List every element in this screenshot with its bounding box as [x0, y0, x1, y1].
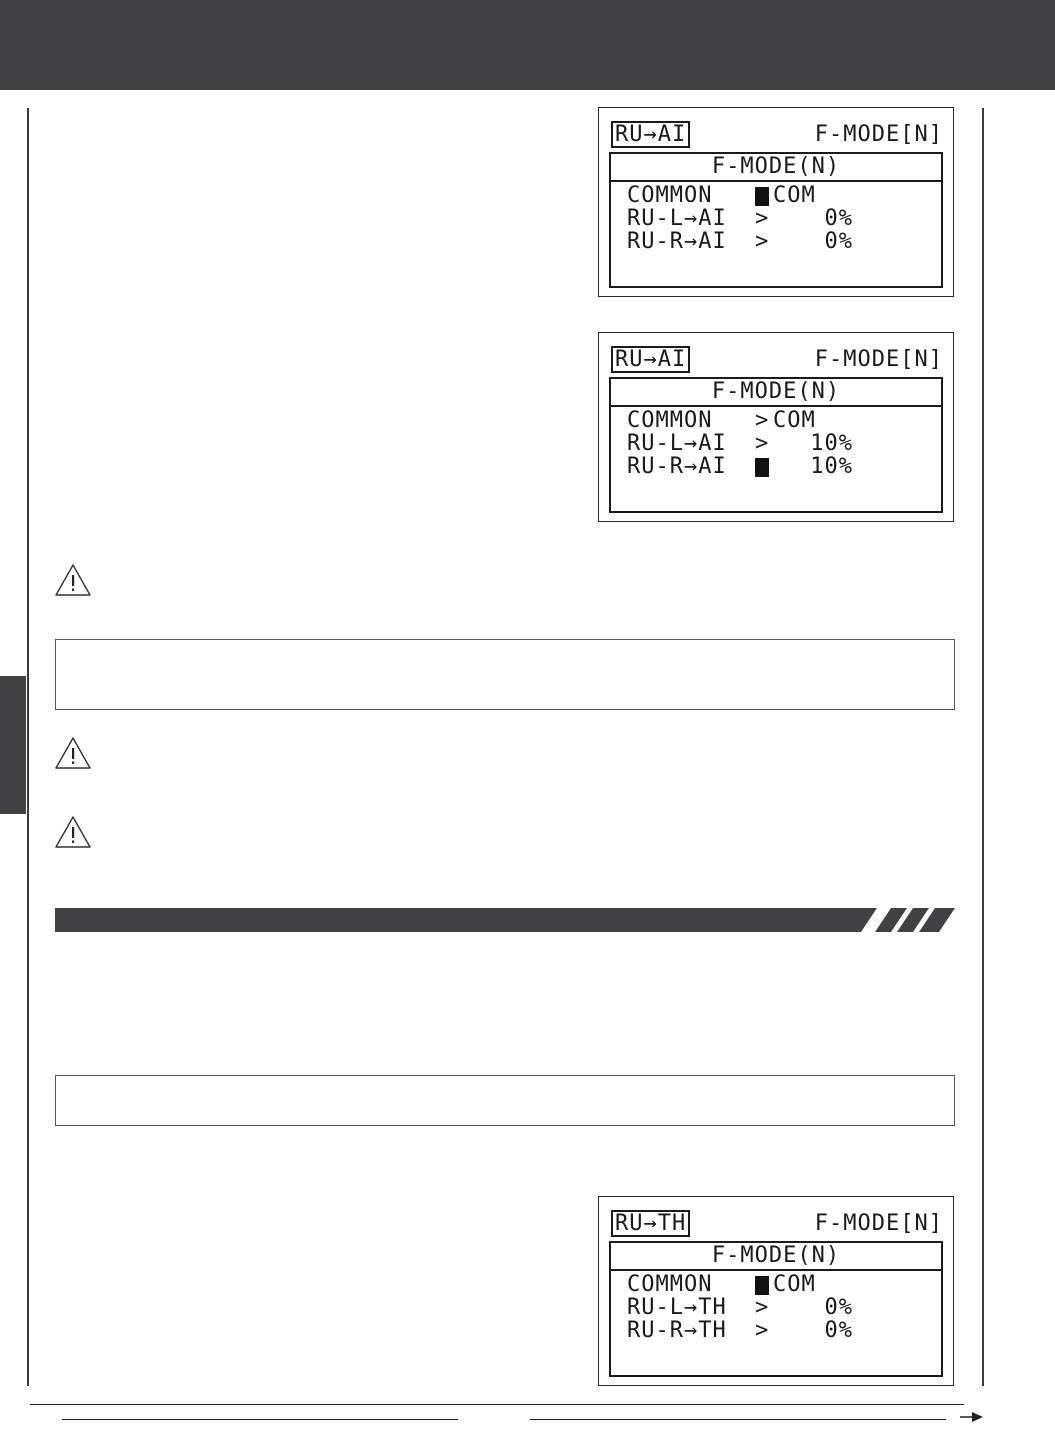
lcd-row-value: 10%: [810, 454, 853, 479]
lcd-row-value: COM: [773, 1272, 816, 1297]
lcd-row-label: COMMON: [627, 408, 713, 433]
lcd-panel: [609, 1241, 943, 1377]
lcd-panel: [609, 377, 943, 513]
lcd-row-label: RU-L→AI: [627, 431, 727, 456]
warning-triangle-icon: [54, 815, 92, 849]
note-box-2: [55, 1075, 955, 1126]
lcd-flight-mode: F-MODE[N]: [814, 347, 943, 372]
lcd-panel-title: F-MODE(N): [611, 379, 941, 407]
lcd-row-marker: >: [755, 1318, 770, 1343]
lcd-panel-title: F-MODE(N): [611, 154, 941, 182]
lcd-row-label: COMMON: [627, 1272, 713, 1297]
lcd-row-ru-l: [627, 207, 933, 231]
lcd-row-common: [627, 1273, 933, 1297]
lcd-row-value: 0%: [824, 1318, 853, 1343]
lcd-row-label: RU-L→TH: [627, 1295, 727, 1320]
lcd-row-value: 0%: [824, 1295, 853, 1320]
lcd-row-value: COM: [773, 183, 816, 208]
page-header-bar: [0, 0, 1055, 90]
lcd-row-label: RU-R→AI: [627, 454, 727, 479]
lcd-row-label: RU-R→TH: [627, 1318, 727, 1343]
lcd-row-marker: >: [755, 431, 770, 456]
lcd-row-ru-r: [627, 1319, 933, 1343]
lcd-function-tag: RU→TH: [611, 1210, 690, 1237]
lcd-row-value: 0%: [824, 229, 853, 254]
lcd-row-label: RU-L→AI: [627, 206, 727, 231]
lcd-row-marker: >: [755, 408, 770, 433]
footer-rule-top: [30, 1404, 964, 1405]
right-margin-rule: [982, 108, 984, 1386]
lcd-screen-ru-th-initial: [598, 1196, 954, 1386]
lcd-function-tag: RU→AI: [611, 121, 690, 148]
chapter-side-tab: [0, 676, 26, 814]
note-box-1: [55, 639, 955, 710]
lcd-row-ru-r: [627, 230, 933, 254]
lcd-flight-mode: F-MODE[N]: [814, 1211, 943, 1236]
warning-triangle-icon: [54, 736, 92, 770]
lcd-screen-ru-ai-initial: [598, 107, 954, 297]
lcd-cursor-block: [755, 458, 769, 477]
lcd-screen-ru-ai-adjusted: [598, 332, 954, 522]
lcd-panel: [609, 152, 943, 288]
lcd-cursor-block: [755, 1276, 769, 1295]
lcd-row-value: 10%: [810, 431, 853, 456]
section-heading-bar: [55, 908, 955, 932]
lcd-flight-mode: F-MODE[N]: [814, 122, 943, 147]
lcd-row-value: COM: [773, 408, 816, 433]
lcd-row-marker: >: [755, 206, 770, 231]
lcd-row-label: COMMON: [627, 183, 713, 208]
lcd-row-marker: >: [755, 229, 770, 254]
lcd-row-common: [627, 409, 933, 433]
lcd-row-value: 0%: [824, 206, 853, 231]
lcd-cursor-block: [755, 187, 769, 206]
lcd-row-marker: >: [755, 1295, 770, 1320]
footer-rule-right: [530, 1419, 946, 1420]
lcd-panel-title: F-MODE(N): [611, 1243, 941, 1271]
lcd-row-ru-l: [627, 432, 933, 456]
lcd-row-label: RU-R→AI: [627, 229, 727, 254]
lcd-row-common: [627, 184, 933, 208]
left-margin-rule: [27, 108, 29, 1386]
lcd-row-ru-l: [627, 1296, 933, 1320]
lcd-function-tag: RU→AI: [611, 346, 690, 373]
lcd-row-ru-r: [627, 455, 933, 479]
warning-triangle-icon: [54, 563, 92, 597]
footer-rule-left: [62, 1419, 458, 1420]
